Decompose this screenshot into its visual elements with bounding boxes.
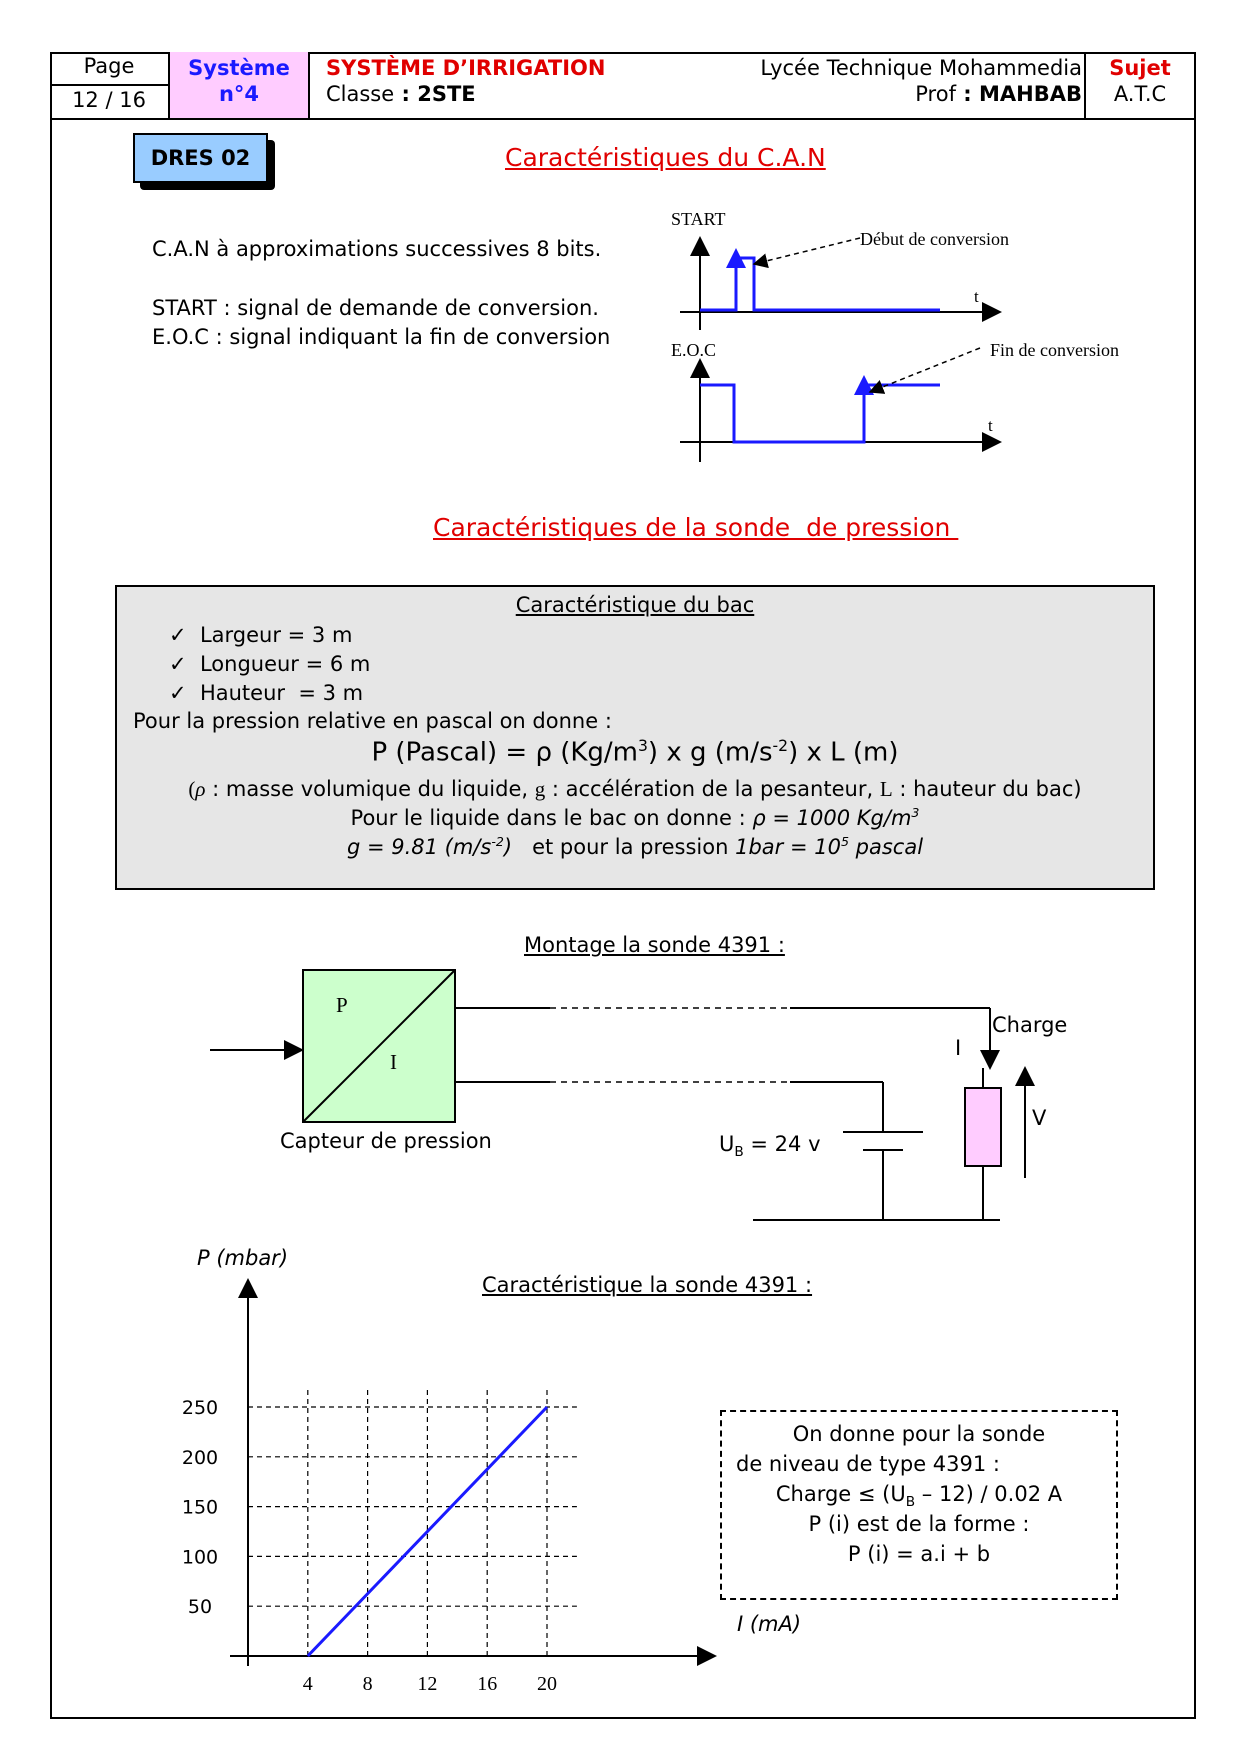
pressure-intro: Pour la pression relative en pascal on donne : xyxy=(133,709,612,733)
can-line3: E.O.C : signal indiquant la fin de conversion xyxy=(152,325,611,349)
sujet-label: Sujet xyxy=(1109,56,1171,80)
pressure-formula: P (Pascal) = ρ $(Kg/m^3)$ x g $(m/s^{-2})$ x L (m) xyxy=(371,737,899,768)
sonde-chart xyxy=(160,1270,730,1690)
bac-item: ✓ Longueur = 6 m xyxy=(169,652,371,676)
charge-label: Charge xyxy=(992,1013,1068,1037)
info-line5: P (i) = a.i + b xyxy=(847,1542,991,1566)
page-cell xyxy=(50,52,168,118)
voltage-label: V xyxy=(1032,1106,1047,1130)
ub-label: $U_B = 24$ v xyxy=(719,1132,821,1161)
page-label: Page xyxy=(83,54,135,78)
dres-tag: DRES 02 xyxy=(133,133,268,183)
current-label: I xyxy=(955,1036,962,1060)
y-tick-label: 150 xyxy=(181,1496,219,1519)
title-cell xyxy=(310,52,1100,118)
start-t-label: t xyxy=(974,287,979,306)
eoc-label: E.O.C xyxy=(671,340,716,360)
y-tick-label: 50 xyxy=(187,1596,213,1619)
systeme-label: Système xyxy=(188,56,290,80)
chart-xlabel: I (mA) xyxy=(737,1612,802,1636)
chart-ylabel: P (mbar) xyxy=(197,1246,289,1270)
chart-title: Caractéristique la sonde 4391 : xyxy=(482,1273,813,1297)
sensor-p-label: P xyxy=(336,993,348,1017)
eoc-signal xyxy=(700,385,940,442)
fin-label: Fin de conversion xyxy=(990,340,1119,360)
y-tick-label: 250 xyxy=(181,1397,219,1419)
sujet-value: A.T.C xyxy=(1113,82,1167,106)
info-line1: On donne pour la sonde xyxy=(792,1422,1046,1446)
sensor-i-label: I xyxy=(390,1050,397,1074)
x-tick-label: 4 xyxy=(302,1673,313,1690)
x-tick-label: 12 xyxy=(417,1673,438,1690)
x-tick-label: 8 xyxy=(362,1673,373,1690)
can-title: Caractéristiques du C.A.N xyxy=(505,143,826,172)
montage-title: Montage la sonde 4391 : xyxy=(524,933,785,957)
g-bar-line: g = 9.81 $(m/s^{-2})$ et pour la pression $1bar = 10^5$ pascal xyxy=(346,834,924,859)
info-box xyxy=(720,1410,1118,1600)
x-tick-label: 16 xyxy=(477,1673,498,1690)
sujet-cell xyxy=(1086,52,1194,118)
eoc-t-label: t xyxy=(988,416,993,435)
sonde-title: Caractéristiques de la sonde de pression xyxy=(433,513,959,542)
bac-item: ✓ Largeur = 3 m xyxy=(169,623,353,647)
can-line1: C.A.N à approximations successives 8 bits. xyxy=(152,237,602,261)
debut-label: Début de conversion xyxy=(860,229,1009,249)
x-tick-label: 20 xyxy=(537,1673,557,1690)
page-number: 12 / 16 xyxy=(72,88,146,112)
info-line2: de niveau de type 4391 : xyxy=(736,1452,1000,1476)
bac-box xyxy=(115,585,1155,890)
capteur-label: Capteur de pression xyxy=(280,1129,492,1153)
bac-item: ✓ Hauteur = 3 m xyxy=(169,681,364,705)
start-label: START xyxy=(671,209,726,229)
load-resistor xyxy=(965,1088,1001,1166)
classe-line: Classe : 2STE xyxy=(326,82,476,106)
y-tick-label: 200 xyxy=(181,1446,219,1469)
bac-list xyxy=(169,621,370,708)
info-line4: P (i) est de la forme : xyxy=(808,1512,1030,1536)
systeme-cell xyxy=(170,52,308,118)
formula-legend: (ρ : masse volumique du liquide, g : accélération de la pesanteur, L : hauteur du bac) xyxy=(188,777,1082,801)
can-line2: START : signal de demande de conversion. xyxy=(152,296,599,320)
school-name: Lycée Technique Mohammedia xyxy=(760,56,1082,80)
prof-line: Prof : MAHBAB xyxy=(915,82,1082,106)
project-title: SYSTÈME D’IRRIGATION xyxy=(326,56,606,80)
debut-pointer xyxy=(754,238,860,264)
bac-heading: Caractéristique du bac xyxy=(515,593,755,617)
info-line3: Charge ≤ $(U_B - 12) / 0.02$ A xyxy=(775,1482,1063,1511)
y-tick-label: 100 xyxy=(181,1546,219,1569)
montage-circuit xyxy=(200,960,1080,1230)
header xyxy=(50,52,1196,120)
systeme-number: n°4 xyxy=(218,82,260,106)
liquid-line: Pour le liquide dans le bac on donne : ρ = 1000 $Kg/m^3$ xyxy=(350,805,920,830)
